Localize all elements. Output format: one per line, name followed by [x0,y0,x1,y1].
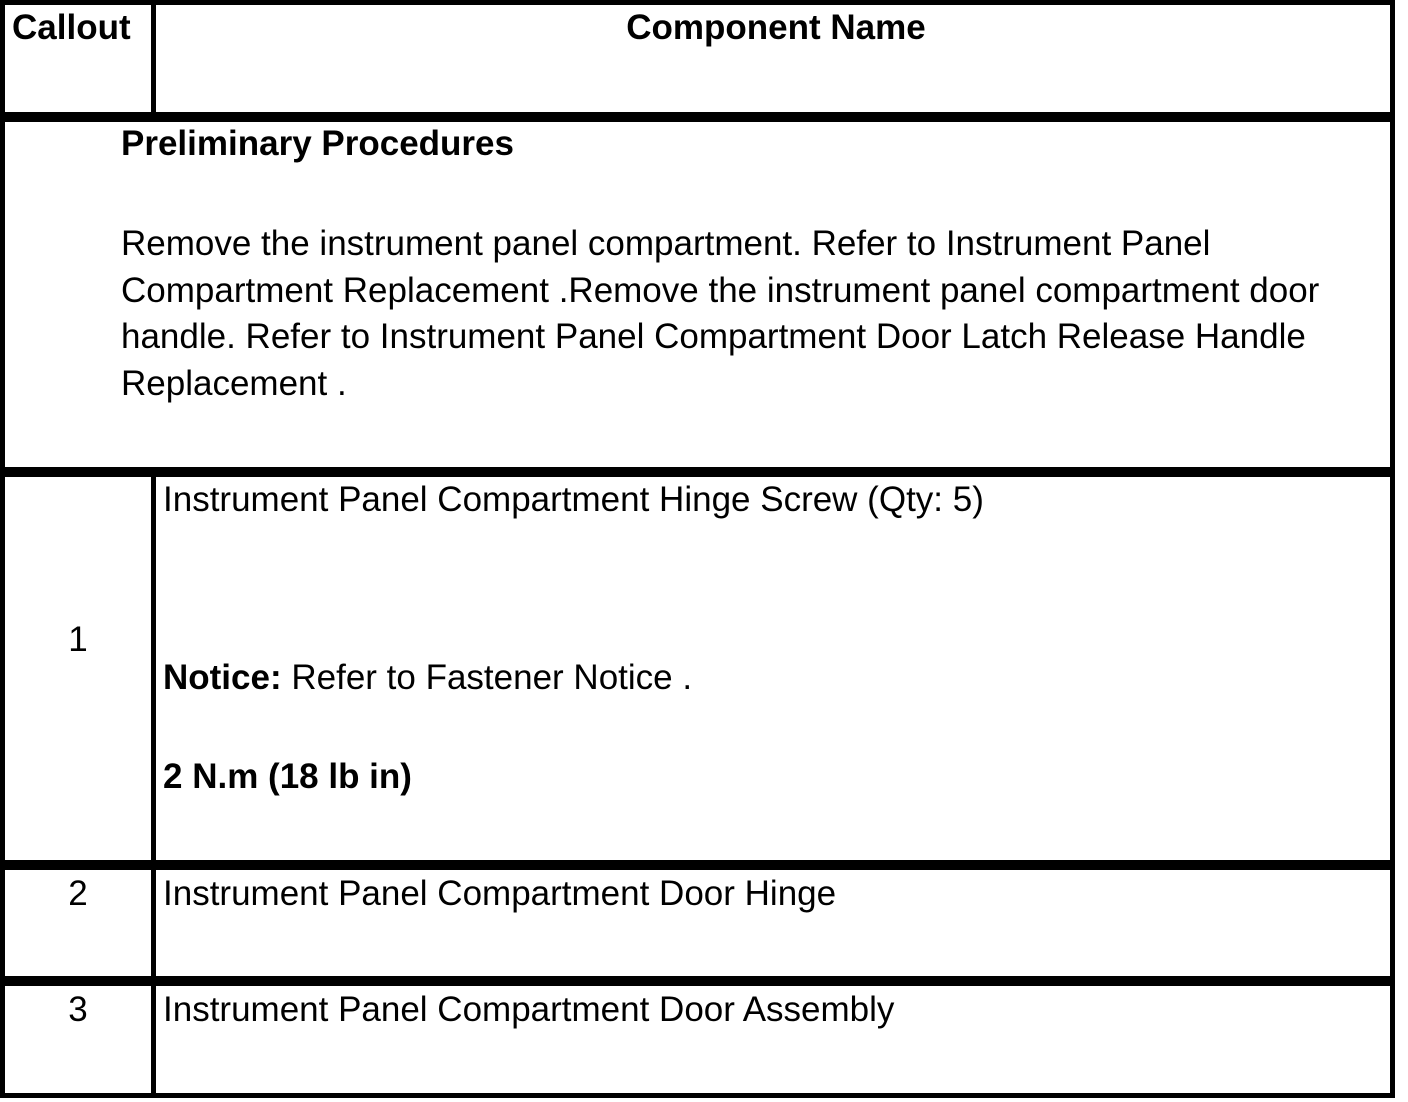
preliminary-body: Remove the instrument panel compartment. Refer to Instrument Panel Compartment Replacement .Remove the instrument panel compartment door handle. Refer to Instrument Panel Compartment Door Latch Release Handle Replacement . [121,224,1320,403]
header-callout: Callout [12,8,131,47]
row-notice-1 [163,655,692,701]
row-component-1: Instrument Panel Compartment Hinge Screw (Qty: 5) [163,480,984,519]
row-callout-2: 2 [68,874,88,913]
row-callout-3: 3 [68,990,88,1029]
row-component-2: Instrument Panel Compartment Door Hinge [163,874,837,913]
preliminary-title: Preliminary Procedures [121,124,514,163]
notice-label: Notice: [163,658,282,697]
header-component-name: Component Name [626,8,926,47]
table-border-top [2,0,1395,5]
row-callout-1: 1 [68,620,88,659]
row-component-3: Instrument Panel Compartment Door Assembly [163,990,895,1029]
table-border-right [1390,0,1395,1098]
table-border-left [0,0,5,1098]
column-divider-header [151,0,156,117]
notice-text: Refer to Fastener Notice . [281,658,693,697]
row-torque-1: 2 N.m (18 lb in) [163,757,412,796]
table-border-bottom [2,1093,1395,1098]
row1-divider-inner [2,865,1395,870]
row2-divider-inner [2,981,1395,986]
